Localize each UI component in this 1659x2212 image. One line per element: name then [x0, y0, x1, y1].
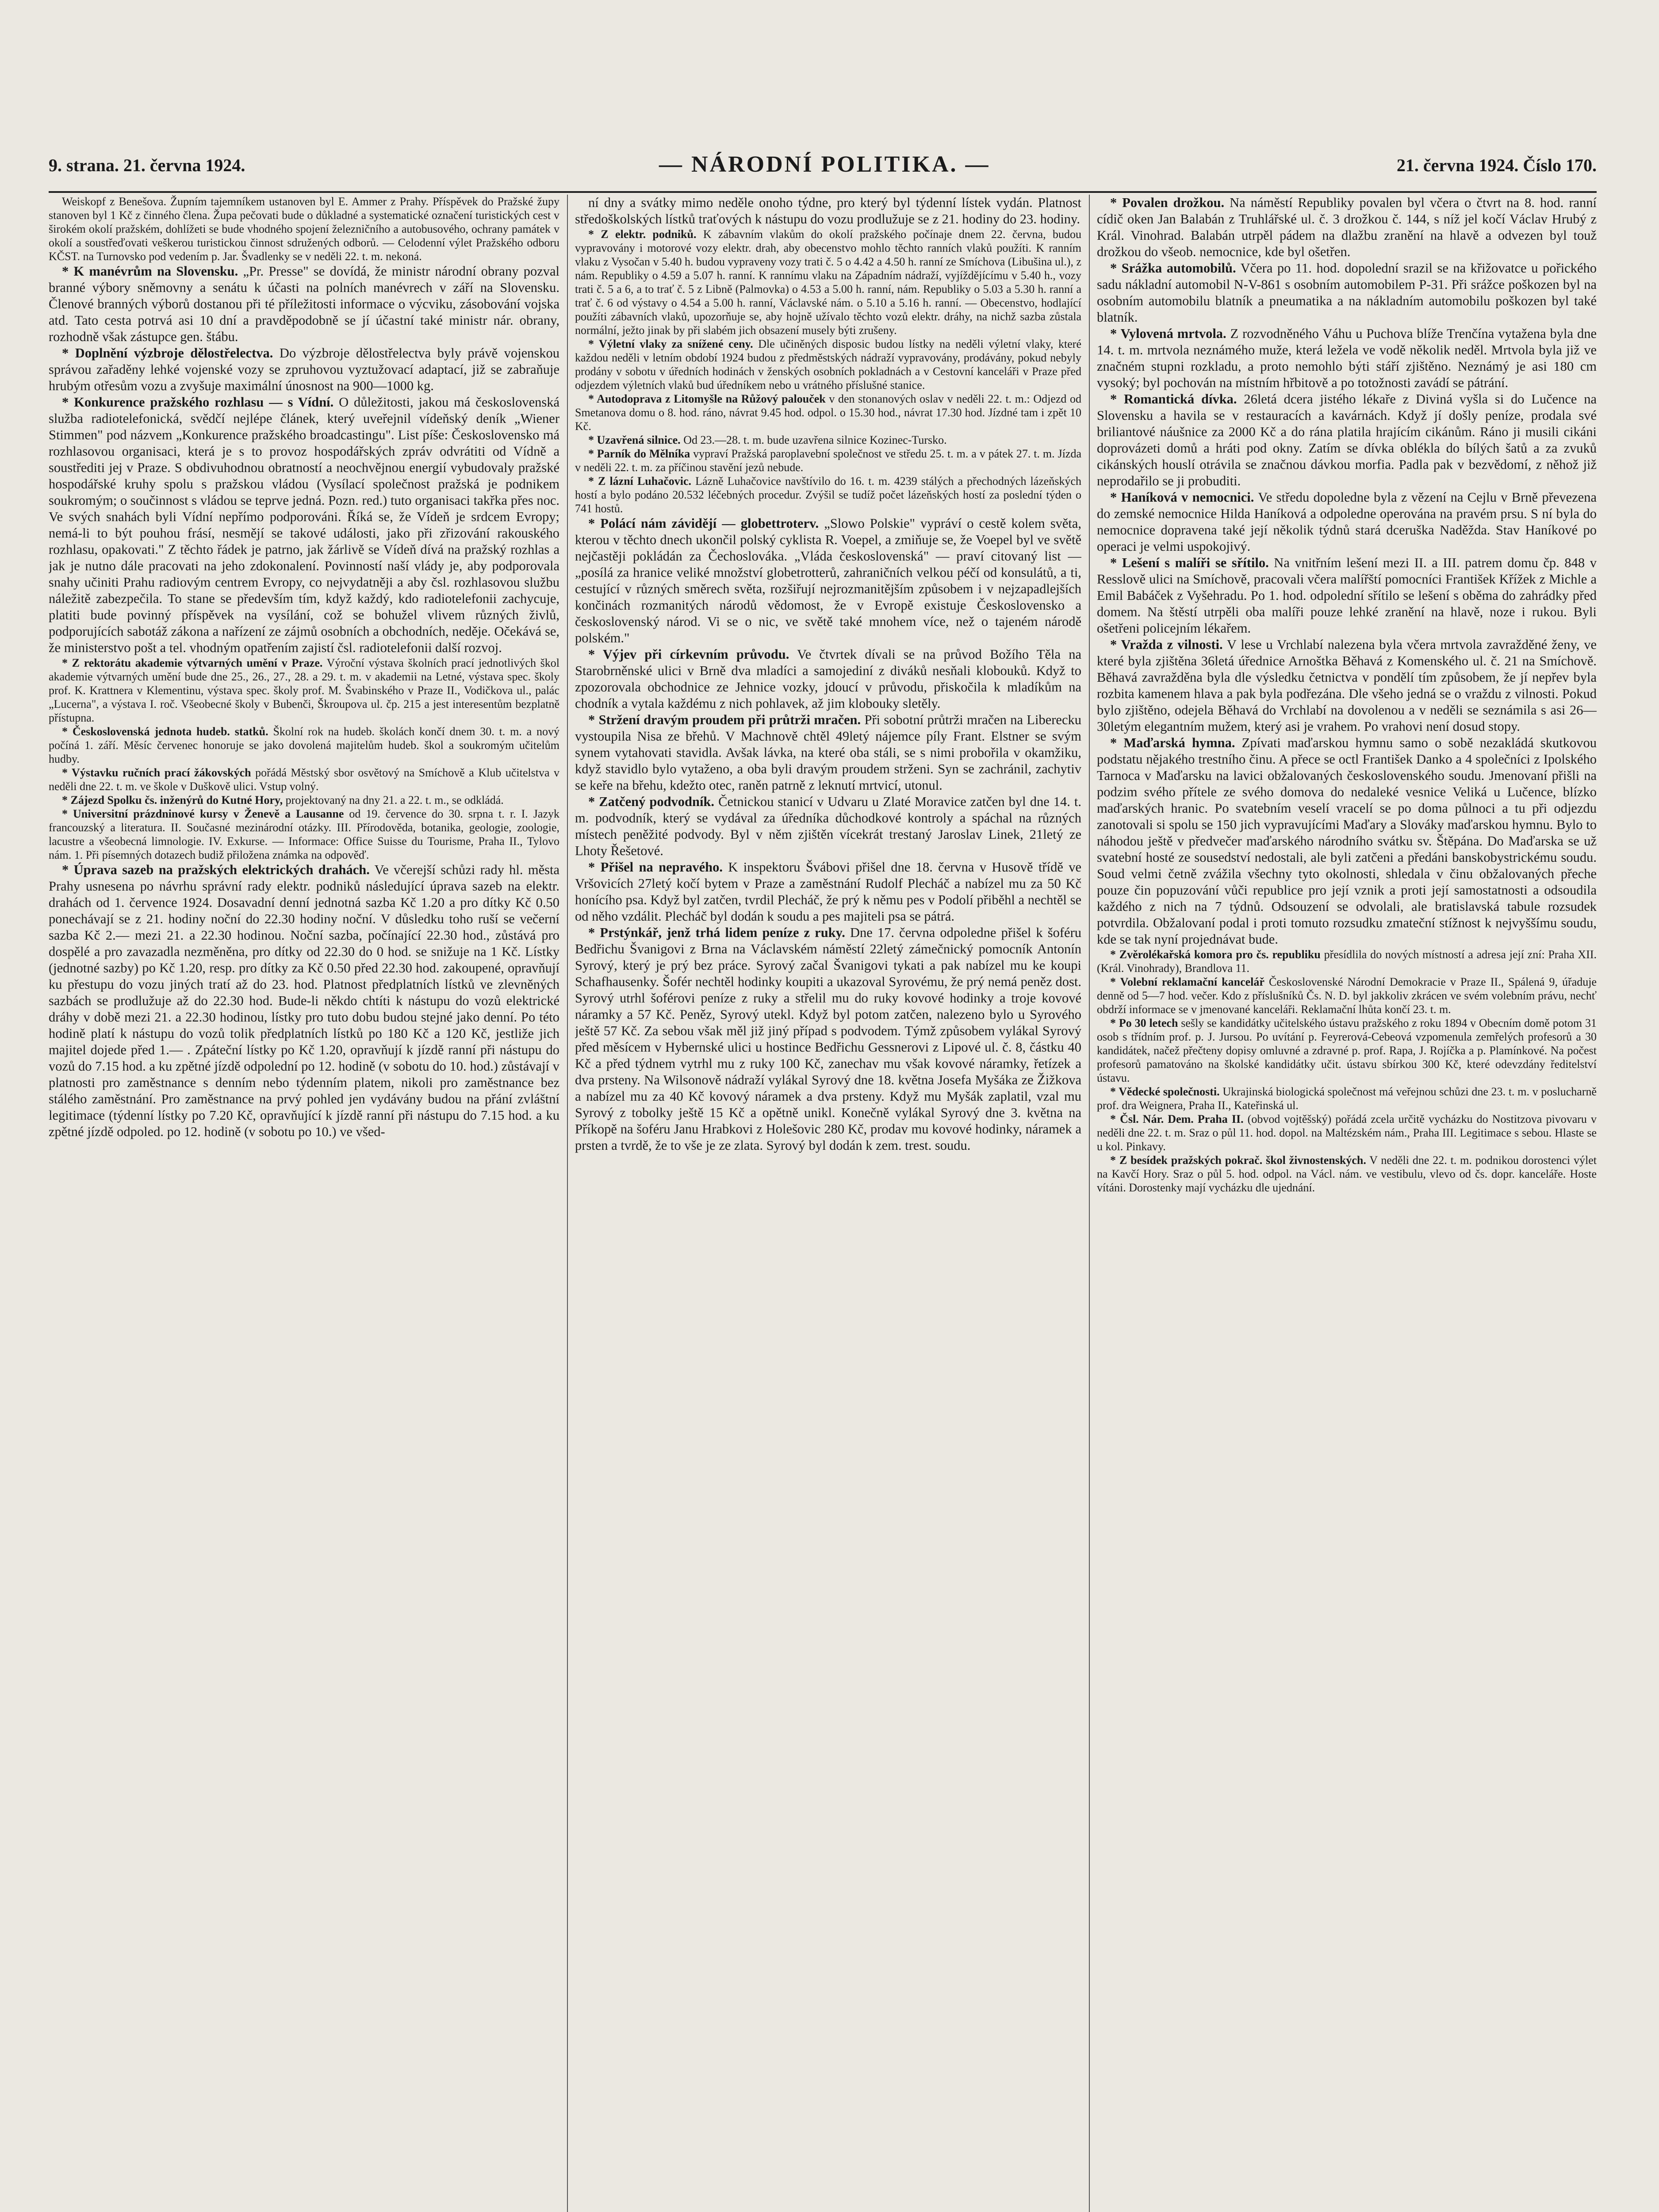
article-col2-6 [575, 474, 1081, 515]
article-col1-2 [49, 345, 559, 394]
article-headline: * Výstavku ručních prací žákovských [62, 766, 251, 779]
article-col3-4 [1097, 489, 1597, 555]
article-body: Ve středu dopoledne byla z vězení na Cejlu v Brně převezena do zemské nemocnice Hilda Haníková a odpoledne operována na pravém prsu. S ní byla do nemocnice dopravena také její několik týdnů stará dceruška Naděžda. Stav Haníkové po operaci je velmi uspokojivý. [1097, 490, 1597, 554]
article-headline: * Z lázní Luhačovic. [588, 475, 692, 488]
article-col1-9 [49, 862, 559, 1140]
masthead-title: — NÁRODNÍ POLITIKA. — [659, 152, 990, 177]
article-body: Dne 17. června odpoledne přišel k šoféru Bedřichu Švanigovi z Brna na Václavském náměstí 22letý zámečnický pomocník Antonín Syrový, který je prý bez práce. Syrový začal Švanigovi tykati a pak nabízel mu ke koupi Schafhausenky. Šofér nechtěl hodinky koupiti a ukazoval Syrovému, že prý nemá peněz dost. Syrový utrhl šoférovi peníze z ruky a střelil mu do ruky kovové hodinky a troje kovové náramky a 57 Kč. Peněz, Syrový utekl. Když byl potom zatčen, nalezeno bylo u Syrového ještě 57 Kč. Za sebou však měl již jiný případ s podvodem. Týmž způsobem vylákal Syrový před měsícem v Hybernské ulici u hostince Bedřichu Gessnerovi z Lipové ul. č. 8, částku 40 Kč a před týdnem vytrhl mu z ruky 100 Kč, zanechav mu však kovové náramky, řetízek a dva prsteny. Na Wilsonově nádraží vylákal Syrový dne 18. května Josefa Myšáka ze Žižkova a nabízel mu za 40 Kč kovový náramek a dva prsteny. Když mu Myšák zaplatil, vzal mu Syrový z tobolky ještě 15 Kč a opětně unikl. Konečně vylákal Syrový dne 3. května na Příkopě na šoféru Janu Hrabkovi z Holešovic 280 Kč, prodav mu kovové hodinky, náramek a prsten a tvrdě, že to vše je ze zlata. Syrový byl dodán k zem. trest. soudu. [575, 925, 1081, 1153]
page-header [49, 152, 1597, 195]
article-col3-8 [1097, 948, 1597, 975]
article-col2-1 [575, 227, 1081, 337]
article-col1-4 [49, 656, 559, 725]
article-body: přesídlila do nových místností a adresa její zní: Praha XII. (Král. Vinohrady), Brandlova 11. [1097, 948, 1597, 975]
article-headline: * Doplnění výzbroje dělostřelectva. [62, 346, 273, 361]
article-col3-0 [1097, 195, 1597, 260]
article-col2-8 [575, 646, 1081, 712]
column-1 [49, 195, 559, 2212]
article-col1-6 [49, 766, 559, 793]
article-body: sešly se kandidátky učitelského ústavu pražského z roku 1894 v Obecním domě potom 31 osob s třídním prof. p. J. Jursou. Po uvítání p. Feyrerová-Cebeová vzpomenula zemřelých profesorů a 30 kandidátek, načež přečteny dopisy omluvné a zdravné p. prof. Rapa, J. Rojíčka a p. Plamínkové. Na počest profesorů pamatováno na školské kandidátky učit. ústavu sbírkou 300 Kč, které odevzdány ředitelství ústavu. [1097, 1017, 1597, 1084]
article-col2-3 [575, 392, 1081, 433]
article-col1-1 [49, 263, 559, 345]
article-col3-11 [1097, 1085, 1597, 1112]
article-headline: * Autodoprava z Litomyšle na Růžový palouček [588, 392, 826, 405]
article-body: Weiskopf z Benešova. Župním tajemníkem ustanoven byl E. Ammer z Prahy. Příspěvek do Pražské župy stanoven byl 1 Kč z činného člena. Župa pečovati bude o důkladné a systematické označení turistických cest v širokém okolí pražském, dohlížeti se bude vhodného spojení železničního a autobusového, ochrany památek v okolí a soustřeďovati veškerou turistickou činnost sdružených odborů. — Celodenní výlet Pražského odboru KČST. na Turnovsko pod vedením p. Jar. Švadlenky se v neděli 22. t. m. nekoná. [49, 195, 559, 263]
article-body: Na vnitřním lešení mezi II. a III. patrem domu čp. 848 v Resslově ulici na Smíchově, pracovali včera malířští pomocníci František Křížek z Michle a Emil Babáček z Vyšehradu. Po 1. hod. odpolední sřítilo se lešení s oběma do zahrádky před domem. Na štěstí utrpěli oba malíři pouze lehké zranění na hlavě, noze i rukou. Byli ošetřeni policejním lékařem. [1097, 555, 1597, 636]
article-headline: * Uzavřená silnice. [588, 434, 681, 446]
article-headline: * Konkurence pražského rozhlasu — s Vídní. [62, 395, 334, 410]
article-headline: * Stržení dravým proudem při průtrži mračen. [588, 712, 861, 727]
article-body: „Pr. Presse" se dovídá, že ministr národní obrany pozval branné výbory sněmovny a senátu k účasti na polních manévrech v září na Slovensku. Členové branných výborů dostanou při té příležitosti informace o výcviku, zásobování vojska atd. Tato cesta potrvá asi 10 dní a pravděpodobně se jí účastní také ministr nár. obrany, rozhodně však zástupce gen. štábu. [49, 264, 559, 344]
article-body: ní dny a svátky mimo neděle onoho týdne, pro který byl týdenní lístek vydán. Platnost středoškolských lístků traťových k nástupu do vozu prodlužuje se z 21. hodiny do 23. hodiny. [575, 195, 1081, 227]
column-3 [1097, 195, 1597, 2212]
article-headline: * Vědecké společnosti. [1110, 1085, 1220, 1098]
article-body: Zpívati maďarskou hymnu samo o sobě nezakládá skutkovou podstatu nějakého trestního činu. A přece se octl František Danko a 4 společníci z Ipolského Tarnoca v Maďarsku na lavici obžalovaných československého soudu. Jmenovaní přišli na podzim svého přítele ze svého domova do nedaleké vesnice Veliká u Lučence, blízko maďarských hranic. Po svatebním veselí vracelí se po doma půlnoci a tu při odjezdu zanotovali si spolu se 150 jich vypravujícími Maďary a Slováky maďarskou hymnu. Bylo to náhodou ještě v předvečer maďarského národního svátku sv. Štěpána. Do Maďarska se už svatební hosté ze sousedství nedostali, ale byli zatčeni a předáni banskobystrickému soudu. Soud velmi četně zvážila všechny tyto okolnosti, shledala v činu obžalovaných přeche pouze čin popuzování vůči republice pro její vznik a proti její samostatnosti a odsoudila každého z nich na 7 týdnů. Odsouzení se odvolali, ale bratislavská tabule rozsudek potvrdila. Obžalovaní podal i proti tomuto rozsudku zmateční stížnost k nejvyššímu soudu, kde se tak nyní projednávat bude. [1097, 735, 1597, 947]
article-col2-0 [575, 195, 1081, 227]
article-headline: * Z elektr. podniků. [588, 228, 697, 241]
article-body: V neděli dne 22. t. m. podnikou dorostenci výlet na Kavčí Hory. Sraz o půl 5. hod. odpol. na Václ. nám. ve vestibulu, vlevo od čs. dopr. kanceláře. Hoste vítáni. Dorostenky mají vycházku dle ujednání. [1097, 1154, 1597, 1194]
article-body: Lázně Luhačovice navštívilo do 16. t. m. 4239 stálých a přechodných lázeňských hostí a bylo podáno 20.532 léčebných procedur. Zvýšil se tudíž počet lázeňských hostí za poslední týden o 741 hostů. [575, 475, 1081, 515]
article-headline: * K manévrům na Slovensku. [62, 264, 238, 279]
article-col2-2 [575, 337, 1081, 392]
article-headline: * Z besídek pražských pokrač. škol živnostenských. [1110, 1154, 1366, 1167]
article-col3-10 [1097, 1016, 1597, 1085]
article-headline: * Vražda z vilnosti. [1110, 637, 1223, 652]
article-headline: * Po 30 letech [1110, 1017, 1178, 1029]
article-col3-13 [1097, 1153, 1597, 1194]
article-body: (obvod vojtěšský) pořádá zcela určitě vycházku do Nostitzova pivovaru v neděli dne 22. t. m. Sraz o půl 11. hod. dopol. na Maltézském nám., Praha III. Legitimace s sebou. Hlaste se u kol. Pinkavy. [1097, 1113, 1597, 1153]
article-body: Výroční výstava školních prací jednotlivých škol akademie výtvarných umění bude dne 25., 26., 27., 28. a 29. t. m. v akademii na Letné, výstava spec. školy prof. K. Krattnera v Klementinu, výstava spec. školy prof. M. Švabinského v Praze II., Vodičkova ul., palác „Lucerna", a výstava I. roč. Všeobecné školy v Bubenči, Škroupova ul. čp. 215 a jest interesentům bezplatně přístupna. [49, 657, 559, 724]
header-issue-info: 21. června 1924. Číslo 170. [1396, 155, 1597, 175]
article-body: Na náměstí Republiky povalen byl včera o čtvrt na 8. hod. ranní cídič oken Jan Balabán z Truhlářské ul. č. 3 drožkou č. 144, s níž jel kočí Václav Hrubý z Král. Vinohrad. Balabán utrpěl pádem na dlažbu zranění na hlavě a odvezen byl touž drožkou do všeob. nemocnice, kde byl ošetřen. [1097, 195, 1597, 259]
article-col2-7 [575, 515, 1081, 646]
article-col1-8 [49, 807, 559, 862]
article-body: „Slowo Polskie" vypráví o cestě kolem světa, kterou v těchto dnech ukončil polský cyklista R. Voepel, a zmiňuje se, že Voepel byl ve světě nejčastěji pokládán za Čechoslováka. „Vláda československá" — praví citovaný list — „posílá za hranice veliké množství globetrotterů, zahraničních velkou péčí od konsulátů, a ti, cestující v různých směrech světa, rozšiřují nejrozmanitějším způsobem i v nejzapadlejších končinách rozmanitých národů vědomost, že v Evropě existuje Československo a československý národ. Vi se o nic, ve světě také mnohem více, než o tajeném národě polském." [575, 516, 1081, 645]
article-headline: * Haníková v nemocnici. [1110, 490, 1254, 505]
article-col2-9 [575, 712, 1081, 794]
article-headline: * Parník do Mělníka [588, 447, 690, 460]
article-headline: * Přišel na nepravého. [588, 860, 723, 875]
article-col2-10 [575, 794, 1081, 859]
article-body: Školní rok na hudeb. školách končí dnem 30. t. m. a nový počíná 1. září. Měsíc červenec honoruje se jako dovolená majitelům hudeb. škol a soukromým učitelům hudby. [49, 725, 559, 765]
article-col1-3 [49, 394, 559, 656]
article-body: od 19. července do 30. srpna t. r. I. Jazyk francouzský a literatura. II. Současné mezinárodní otázky. III. Přírodověda, botanika, geologie, zoologie, lacustre a všeobecná limnologie. IV. Exkurse. — Informace: Office Suisse du Tourisme, Praha II., Tylovo nám. 1. Při písemných dotazech budiž přiložena známka na odpověď. [49, 807, 559, 861]
article-headline: * Maďarská hymna. [1110, 735, 1235, 750]
header-rule [49, 191, 1597, 193]
article-headline: * Polácí nám závidějí — globettroterv. [588, 516, 819, 531]
article-col2-12 [575, 925, 1081, 1154]
article-headline: * Zatčený podvodník. [588, 794, 715, 809]
article-body: V lese u Vrchlabí nalezena byla včera mrtvola zavražděné ženy, ve které byla zjištěna 36letá úřednice Arnoštka Běhavá z Komenského ul. č. 21 na Smíchově. Běhavá zavražděna byla dle výsledku četnictva v pondělí tím způsobem, že jí nepřev byla rozbita kamenem hlava a pak byla podřezána. Dle všeho jedná se o vraždu z vilnosti. Pokud bylo zjištěno, odejela Běhavá do Vrchlabí na dovolenou a v neděli se seznámila s asi 26—30letým elegantním mužem, který asi je vrahem. Po vrahovi není dosud stopy. [1097, 637, 1597, 734]
article-col3-2 [1097, 326, 1597, 391]
article-body: Do výzbroje dělostřelectva byly právě vojenskou správou zařaděny lehké vojenské vozy se zpruhovou vyztužovací adaptací, již se zabraňuje hrubým otřesům vozu a zvyšuje maximální únosnost na 900—1000 kg. [49, 346, 559, 393]
article-col1-7 [49, 793, 559, 807]
article-headline: * Povalen drožkou. [1110, 195, 1225, 210]
article-col2-4 [575, 433, 1081, 447]
article-col2-5 [575, 447, 1081, 474]
article-body: vypraví Pražská paroplavební společnost ve středu 25. t. m. a v pátek 27. t. m. Jízda v neděli 22. t. m. za příčinou stavění jezů nebude. [575, 447, 1081, 474]
header-page-info: 9. strana. 21. června 1924. [49, 155, 245, 175]
article-body: pořádá Městský sbor osvětový na Smíchově a Klub učitelstva v neděli dne 22. t. m. ve škole v Duškově ulici. Vstup volný. [49, 766, 559, 793]
article-body: Dle učiněných disposic budou lístky na neděli výletní vlaky, které každou neděli v letním období 1924 budou z předměstských nádraží vypravovány, prodávány, pokud nebyly prodány v sobotu v úředních hodinách v ženských osobních pokladnách a v Cestovní kanceláři v Praze před odjezdem výletních vlaků bud úředníkem nebo u vrátného příslušné stanice. [575, 338, 1081, 392]
article-headline: * Lešení s malíři se sřítilo. [1110, 555, 1269, 570]
article-body: Od 23.—28. t. m. bude uzavřena silnice Kozinec-Tursko. [683, 434, 947, 446]
column-2 [575, 195, 1081, 2212]
article-col3-7 [1097, 735, 1597, 948]
article-body: K inspektoru Švábovi přišel dne 18. června v Husově třídě ve Vršovicích 27letý kočí bytem v Praze a zaměstnání Rudolf Plecháč a nabízel mu za 50 Kč honícího psa. Když byl zatčen, tvrdil Plecháč, že prý k němu pes v Podolí přiběhl a nechtěl se od něho vzdálit. Plecháč byl dodán k soudu a pes majiteli psa se pátrá. [575, 860, 1081, 924]
article-col3-6 [1097, 637, 1597, 735]
article-body: Při sobotní průtrži mračen na Liberecku vystoupila Nisa ze břehů. V Machnově chtěl 49letý nájemce píly Frant. Elstner se svým synem vytahovati stavidla. Avšak lávka, na které oba stáli, se s nimi probořila v okamžiku, když stavidlo bylo vytaženo, a oba byli dravým proudem strženi. Syn se zachránil, zachytiv se keře na břehu, kdežto otec, raněn patrně z leknutí mrtvicí, utonul. [575, 712, 1081, 793]
article-columns [49, 195, 1597, 2212]
article-body: Včera po 11. hod. dopolední srazil se na křižovatce u pořického sadu nákladní automobil N-V-861 s osobním automobilem P-31. Při srážce poškozen byl na osobním automobilu blatník a pneumatika a na nákladním automobilu poškozen byl také blatník. [1097, 261, 1597, 325]
article-headline: * Prstýnkář, jenž trhá lidem peníze z ruky. [588, 925, 845, 940]
article-col3-5 [1097, 555, 1597, 637]
article-body: projektovaný na dny 21. a 22. t. m., se odkládá. [285, 794, 504, 806]
article-col1-0 [49, 195, 559, 263]
article-body: O důležitosti, jakou má československá služba radiotelefonická, svědčí nejlépe článek, který uveřejnil vídeňský deník „Wiener Stimmen" pod názvem „Konkurence pražského broadcastingu". List píše: Československo má rozhlasovou organisaci, která je s to provoz hospodářských zpráv odvrátiti od Vídně a soustřediti jej v Praze. S obdivuhodnou obratností a neochvějnou energií vybudovaly pražské hospodářské kruhy spolu s pražskou vládou (Vysílací společnost pražská je podnikem soukromým; o součinnost s vládou se teprve jedná. Pozn. red.) tuto organisaci takřka přes noc. Ve svých snahách byli Vídní nepřímo podporováni. Říká se, že Vídeň je srdcem Evropy; nemá-li to být pouhou frásí, nesmějí se takové události, jako při zřizování rakouského rozhlasu, opakovati." Z těchto řádek je patrno, jak žárlivě se Vídeň dívá na pražský rozhlas a jak je nutno dále pracovati na jeho zdokonalení. Povinností naší vlády je, aby podporovala snahy učiniti Prahu radiovým centrem Evropy, co nejvydatněji a aby čsl. rozhlasovou službu náležitě zabezpečila. To stane se především tím, když každý, kdo radiotelefonii zachycuje, platiti bude povinný příspěvek na vysílání, což se bohužel vlivem různých živlů, podporujících sabotáž zákona a nařízení ze zájmů osobních a obchodních, neděje. Očekává se, že ministerstvo pošt a tel. vhodným opatřením zajistí čsl. radiotelefonii další rozvoj. [49, 395, 559, 655]
article-col3-9 [1097, 975, 1597, 1016]
article-headline: * Československá jednota hudeb. statků. [62, 725, 268, 738]
article-body: 26letá dcera jistého lékaře z Diviná vyšla si do Lučence na Slovensku a havila se v restauracích a kavárnách. Když jí došly peníze, prodala své briliantové náušnice za 2000 Kč a do rána platila hrajícím cikánům. Ráno ji musili cikáni doprovázeti domů a hráti pod okny. Zatím se dívka oblékla do bílých šatů a za zvuků cikánských houslí otrávila se značnou dávkou morfia. Padla pak v bezvědomí, z něhož již neprodařilo se ji probuditi. [1097, 392, 1597, 488]
article-headline: * Úprava sazeb na pražských elektrických drahách. [62, 862, 370, 877]
article-body: v den stonanových oslav v neděli 22. t. m.: Odjezd od Smetanova domu o 8. hod. ráno, návrat 9.45 hod. odpol. o 15.30 hod., návrat 17.30 hod. Jízdné tam i zpět 10 Kč. [575, 392, 1081, 433]
article-headline: * Romantická dívka. [1110, 392, 1237, 407]
article-col2-11 [575, 859, 1081, 925]
article-col3-3 [1097, 391, 1597, 489]
article-body: Ukrajinská biologická společnost má veřejnou schůzi dne 23. t. m. v poslucharně prof. dra Weignera, Praha II., Kateřinská ul. [1097, 1085, 1597, 1112]
article-body: Československé Národní Demokracie v Praze II., Spálená 9, úřaduje denně od 5—7 hod. večer. Kdo z příslušníků Čs. N. D. byl jakkoliv zkrácen ve svém volebním právu, nechť obdrží informace se v jmenované kanceláři. Reklamační lhůta končí 23. t. m. [1097, 975, 1597, 1016]
article-body: Ve čtvrtek dívali se na průvod Božího Těla na Starobrněnské ulici v Brně dva mladíci a samojediní z diváků nesňali klobouků. Když to zpozorovala obchodnice ze Jehnice vozky, jdoucí v průvodu, přiskočila k mladíkům na chodník a vytala každému z nich pohlavek, až jim klobouky sletěly. [575, 647, 1081, 711]
article-headline: * Zájezd Spolku čs. inženýrů do Kutné Hory, [62, 794, 283, 806]
article-headline: * Volební reklamační kancelář [1110, 975, 1264, 988]
article-headline: * Čsl. Nár. Dem. Praha II. [1110, 1113, 1244, 1125]
article-col3-12 [1097, 1112, 1597, 1153]
article-col3-1 [1097, 260, 1597, 326]
article-headline: * Z rektorátu akademie výtvarných umění v Praze. [62, 657, 323, 669]
article-headline: * Srážka automobilů. [1110, 261, 1236, 276]
article-headline: * Výletní vlaky za snížené ceny. [588, 338, 753, 350]
article-body: Z rozvodněného Váhu u Puchova blíže Trenčína vytažena byla dne 14. t. m. mrtvola neznámého muže, která ležela ve vodě několik neděl. Mrtvola byla již ve značném stupni rozkladu, a proto nemohlo býti stáří zjištěno. Neznámý je asi 180 cm vysoký; byl pochován na místním hřbitově a po totožnosti zavádí se pátrání. [1097, 326, 1597, 390]
article-headline: * Zvěrolékařská komora pro čs. republiku [1110, 948, 1321, 961]
article-headline: * Universitní prázdninové kursy v Ženevě a Lausanne [62, 807, 344, 820]
article-body: K zábavním vlakům do okolí pražského počínaje dnem 22. června, budou vypravovány i motorové vozy elektr. drah, aby obecenstvo mohlo těchto ranních vlaků použíti. K ranním vlaku z Vysočan v 5.40 h. budou vypraveny vozy trati č. 5 o 4.42 a 4.50 h. ranní ze Smíchova (Libušina ul.), z nám. Republiky o 4.59 a 5.07 h. ranní. K rannímu vlaku na Západním nádraží, vyjíždějícímu v 5.40 h., vozy trati č. 5 a 6, a to trať č. 5 z Libně (Palmovka) o 4.53 a 5.00 h. ranní, nám. Republiky o 5.03 a 5.30 h. ranní a trať č. 6 od výstavy o 4.54 a 5.00 h. ranní, Václavské nám. o 5.10 a 5.16 h. ranní. — Obecenstvo, hodlající použíti zábavních vlaků, upozorňuje se, aby hojně užívalo těchto vozů elektr. dráhy, na nichž sazba zůstala normální, ježto jinak by při slabém jich obsazení musely býti zrušeny. [575, 228, 1081, 337]
article-body: Četnickou stanicí v Udvaru u Zlaté Moravice zatčen byl dne 14. t. m. podvodník, který se vydával za úředníka důchodkové kontroly a spáchal na různých místech peněžité podvody. Byl v něm zjištěn vícekrát trestaný Jaroslav Linek, 21letý ze Lhoty Řešetové. [575, 794, 1081, 858]
article-headline: * Vylovená mrtvola. [1110, 326, 1226, 341]
article-body: Ve včerejší schůzi rady hl. města Prahy usnesena po návrhu správní rady elektr. podniků následující úprava sazeb na elektr. drahách od 1. července 1924. Dosavadní denní jednotná sazba Kč 1.20 a pro dítky Kč 0.50 ponechávají se z 21. hodiny noční do 22.30 hodiny noční. V důsledku toho ruší se večerní sazba Kč 2.— mezi 21. a 22.30 hodinou. Noční sazba, počínající 22.30 hod., zůstává pro dospělé a pro zavazadla nezměněna, pro dítky od 22.30 do 0 hod. se snižuje na 1 Kč. Lístky (jednotné sazby) po Kč 1.20, resp. pro dítky za Kč 0.50 před 22.30 hod. zakoupené, opravňují ku přestupu do vozu jiných tratí až do 23. hod. Platnost předplatních lístků ve zlevněných sazbách se prodlužuje až do 22.30 hod. Bude-li někdo chtíti k nástupu do vozů elektrické dráhy v době mezi 21. a 22.30 hodinou, lístky pro tuto dobu budou stejné jako denní. Po této hodině platí k nástupu do vozů tolik předplatních lístků po 180 Kč a 120 Kč, jestliže jich majitel dojede před 1.— . Zpáteční lístky po Kč 1.20, opravňují k jízdě ranní při nástupu do vozů do 7.15 hod. a ku zpětné jízdě odpolední po 12. hodině (v sobotu do 10. hod.) zůstávají v platnosti pro zaměstnance s denním nebo týdenním platem, nikoli pro zaměstnance bez stálého zaměstnání. Pro zaměstnance na prvý pohled jen vydávány budou na přání zvláštní legitimace (týdenní lístky po 7.20 Kč, opravňující k jízdě ranní při nástupu do 7.15 hod. a ku zpětné jízdě odpoled. po 12. hodině (v sobotu po 10.) ve všed- [49, 862, 559, 1139]
article-col1-5 [49, 725, 559, 766]
article-headline: * Výjev při církevním průvodu. [588, 647, 789, 662]
